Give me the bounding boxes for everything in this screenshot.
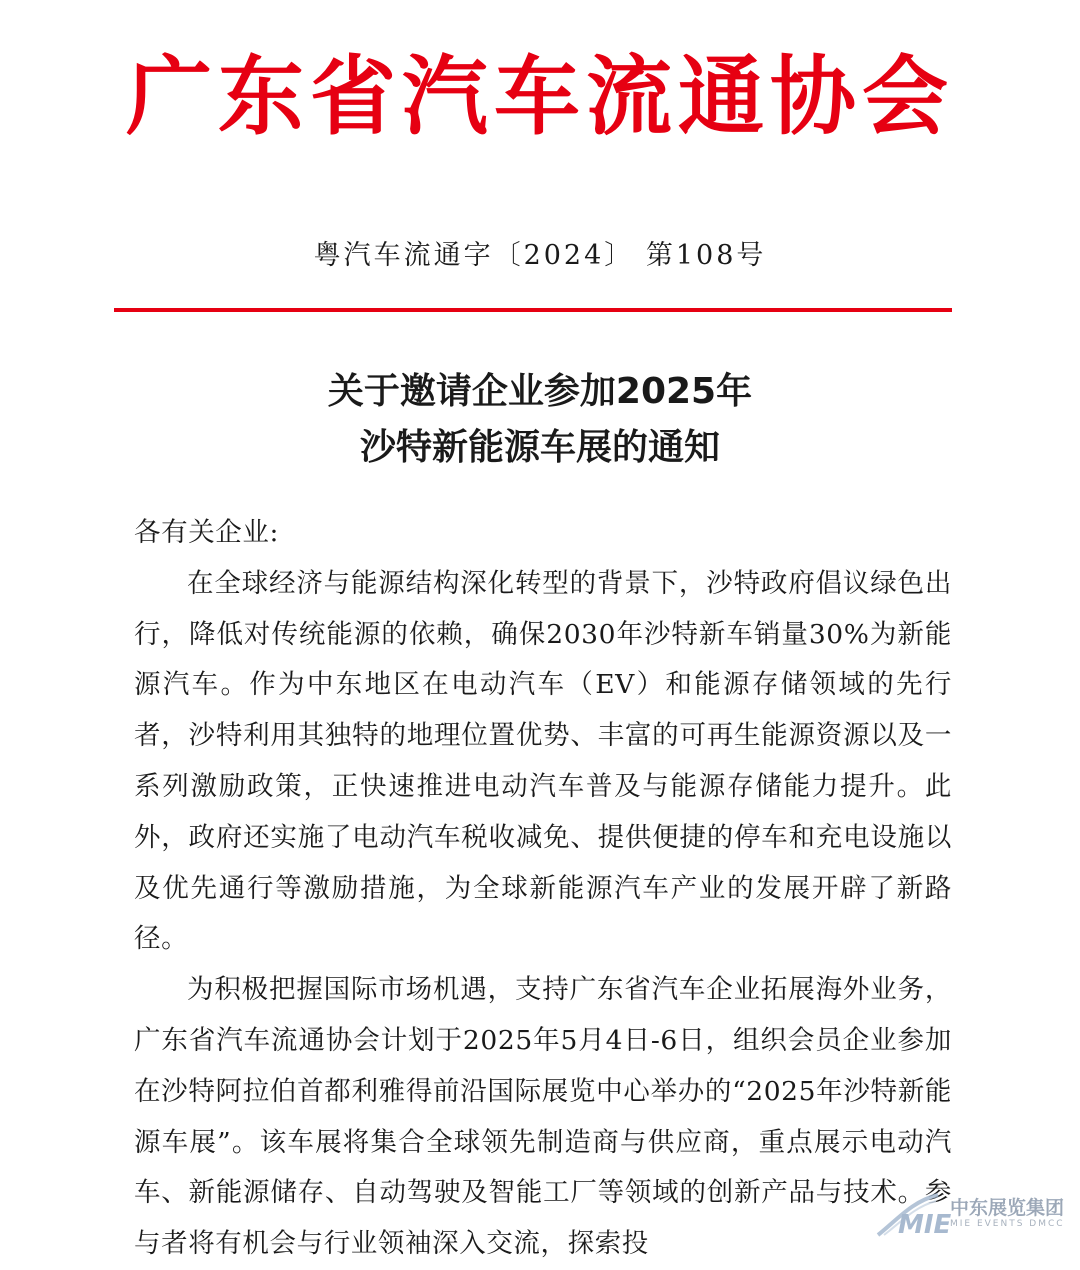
title-line-2: 沙特新能源车展的通知 xyxy=(359,427,720,468)
mie-logo-icon xyxy=(876,1191,956,1239)
red-divider xyxy=(114,308,952,312)
document-title xyxy=(0,364,1080,476)
document-number: 粤汽车流通字〔2024〕 第108号 xyxy=(313,240,767,271)
watermark-company-name: 中东展览集团 xyxy=(950,1197,1065,1219)
mie-watermark xyxy=(876,1191,1076,1241)
watermark-company-sub: MIE EVENTS DMCC xyxy=(950,1219,1065,1229)
paragraph-1: 在全球经济与能源结构深化转型的背景下，沙特政府倡议绿色出行，降低对传统能源的依赖，确保2030年沙特新车销量30%为新能源汽车。作为中东地区在电动汽车（EV）和能源存储领域的先行者，沙特利用其独特的地理位置优势、丰富的可再生能源资源以及一系列激励政策，正快速推进电动汽车普及与能源存储能力提升。此外，政府还实施了电动汽车税收减免、提供便捷的停车和充电设施以及优先通行等激励措施，为全球新能源汽车产业的发展开辟了新路径。 xyxy=(134,567,952,955)
document-body xyxy=(134,508,952,1270)
mie-logo-text: MIE xyxy=(898,1210,952,1239)
paragraph-2: 为积极把握国际市场机遇，支持广东省汽车企业拓展海外业务，广东省汽车流通协会计划于2025年5月4日-6日，组织会员企业参加在沙特阿拉伯首都利雅得前沿国际展览中心举办的“2025年沙特新能源车展”。该车展将集合全球领先制造商与供应商，重点展示电动汽车、新能源储存、自动驾驶及智能工厂等领域的创新产品与技术。参与者将有机会与行业领袖深入交流，探索投 xyxy=(134,974,952,1260)
salutation: 各有关企业: xyxy=(134,517,280,548)
letterhead-org-name: 广东省汽车流通协会 xyxy=(126,46,954,147)
title-line-1: 关于邀请企业参加2025年 xyxy=(327,371,753,412)
